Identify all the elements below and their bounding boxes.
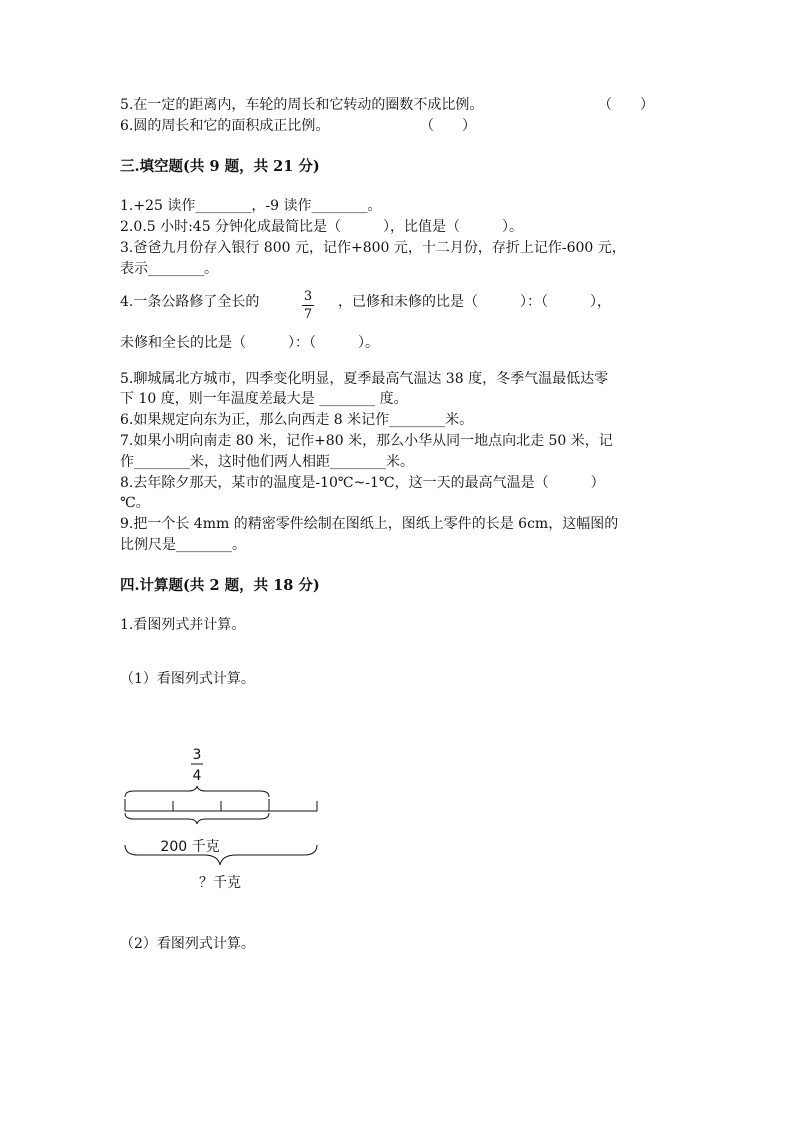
fill-q5-line1: 5.聊城属北方城市，四季变化明显，夏季最高气温达 38 度，冬季气温最低达零 bbox=[120, 371, 609, 387]
fill-q3-line1: 3.爸爸九月份存入银行 800 元，记作+800 元，十二月份，存折上记作-600 元， bbox=[120, 240, 626, 256]
section3-title: 三.填空题(共 9 题，共 21 分) bbox=[120, 158, 320, 175]
fill-q3-line2: 表示________。 bbox=[120, 261, 218, 277]
fill-q9-line2: 比例尺是________。 bbox=[120, 537, 246, 553]
calc-sub2: （2）看图列式计算。 bbox=[120, 936, 255, 952]
fraction-denominator: 7 bbox=[303, 307, 313, 322]
top-brace bbox=[125, 786, 269, 797]
fill-q4-line2: 未修和全长的比是（ ）：（ ）。 bbox=[120, 335, 379, 351]
fill-q8-line1: 8.去年除夕那天，某市的温度是-10℃~-1℃，这一天的最高气温是（ ） bbox=[120, 475, 605, 491]
calc-q1: 1.看图列式并计算。 bbox=[120, 617, 246, 633]
judge-q6-text: 6.圆的周长和它的面积成正比例。 bbox=[120, 118, 330, 134]
fill-q5-line2: 下 10 度，则一年温度差最大是 ________ 度。 bbox=[120, 391, 408, 407]
fill-q2: 2.0.5 小时:45 分钟化成最简比是（ ），比值是（ ）。 bbox=[120, 219, 524, 235]
fraction-three-sevenths bbox=[302, 289, 314, 322]
fraction-bar bbox=[302, 305, 314, 306]
fill-q4-line1-part1: 4.一条公路修了全长的 bbox=[120, 294, 260, 310]
unknown-quantity-label: ？千克 bbox=[199, 875, 241, 891]
section4-title: 四.计算题(共 2 题，共 18 分) bbox=[120, 577, 320, 594]
diagram-fraction-numerator: 3 bbox=[192, 747, 202, 763]
judge-q5 bbox=[120, 95, 654, 115]
fill-q9-line1: 9.把一个长 4mm 的精密零件绘制在图纸上，图纸上零件的长是 6cm，这幅图的 bbox=[120, 516, 619, 532]
known-quantity-label: 200 千克 bbox=[160, 839, 220, 855]
fill-q4-line1-part2: ，已修和未修的比是（ ）：（ ）， bbox=[338, 294, 611, 310]
calc-sub1: （1）看图列式计算。 bbox=[120, 671, 255, 687]
fraction-line-diagram bbox=[110, 735, 350, 905]
fill-q7-line1: 7.如果小明向南走 80 米，记作+80 米，那么小华从同一地点向北走 50 米，记 bbox=[120, 433, 613, 449]
fill-q8-line2: ℃。 bbox=[120, 495, 150, 511]
judge-q6-answer-paren: （ ） bbox=[420, 118, 476, 134]
judge-q6 bbox=[120, 116, 476, 136]
diagram-fraction-denominator: 4 bbox=[192, 768, 202, 784]
fill-q6: 6.如果规定向东为正，那么向西走 8 米记作________米。 bbox=[120, 412, 474, 428]
fraction-numerator: 3 bbox=[303, 289, 313, 304]
judge-q5-text: 5.在一定的距离内，车轮的周长和它转动的圈数不成比例。 bbox=[120, 97, 484, 113]
fill-q7-line2: 作________米，这时他们两人相距________米。 bbox=[120, 454, 414, 470]
bottom-brace bbox=[125, 845, 317, 865]
fill-q1: 1.+25 读作________，-9 读作________。 bbox=[120, 198, 382, 214]
judge-q5-answer-paren: （ ） bbox=[598, 97, 654, 113]
middle-brace bbox=[125, 813, 269, 824]
